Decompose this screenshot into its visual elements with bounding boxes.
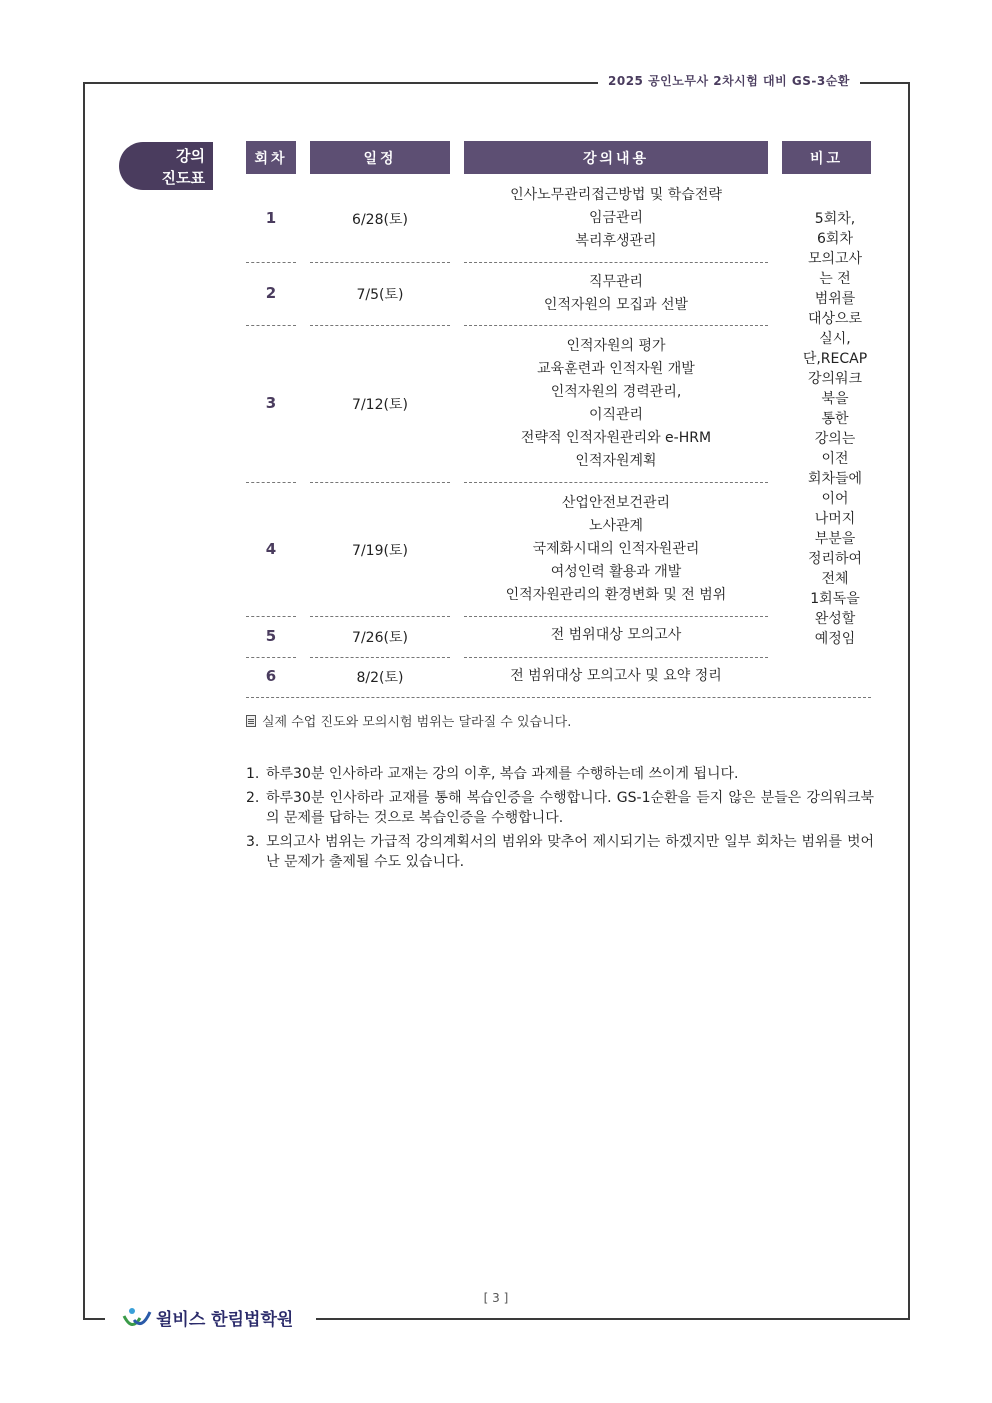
remark-line: 강의워크 — [807, 371, 863, 387]
remark-line: 통한 — [821, 411, 849, 427]
row-4-content-line: 국제화시대의 인적자원관리 — [532, 541, 700, 557]
row-4-num: 4 — [265, 540, 277, 558]
remark-line: 범위를 — [814, 291, 856, 307]
remark-line: 정리하여 — [807, 551, 863, 567]
row-4-content-line: 산업안전보건관리 — [561, 495, 671, 511]
remark-line: 대상으로 — [807, 311, 863, 327]
side-tag — [119, 142, 213, 190]
remark-line: 모의고사 — [807, 251, 863, 267]
remark-line: 회차들에 — [807, 471, 863, 487]
row-1-num: 1 — [265, 209, 277, 227]
row-divider — [310, 657, 450, 658]
side-tag-line2: 진도표 — [161, 169, 205, 187]
page-number: [ 3 ] — [483, 1291, 509, 1305]
header-content: 강의내용 — [464, 141, 768, 174]
remark-line: 전체 — [821, 571, 849, 587]
row-3-content — [464, 335, 768, 473]
row-divider — [464, 482, 768, 483]
list-item-number: 2. — [246, 790, 260, 806]
list-item — [246, 788, 874, 828]
row-2-content — [464, 271, 768, 317]
row-3-content-line: 이직관리 — [588, 407, 644, 423]
header-remark: 비고 — [782, 141, 871, 174]
row-1-date: 6/28(토) — [352, 212, 408, 228]
header-title: 2025 공인노무사 2차시험 대비 GS-3순환 — [598, 72, 860, 89]
row-2-content-line: 인적자원의 모집과 선발 — [543, 297, 689, 313]
row-1-content-line: 임금관리 — [588, 210, 644, 226]
remark-line: 이어 — [821, 491, 849, 507]
logo-text: 윌비스 한림법학원 — [156, 1310, 294, 1330]
header-schedule: 일정 — [310, 141, 450, 174]
row-3-date: 7/12(토) — [352, 397, 408, 413]
row-6-content — [464, 665, 768, 688]
row-divider — [246, 262, 296, 263]
row-divider — [246, 657, 296, 658]
remark-line: 이전 — [821, 451, 849, 467]
row-4-content-line: 여성인력 활용과 개발 — [550, 564, 682, 580]
row-3-content-line: 인적자원계획 — [575, 453, 657, 469]
remark-line: 완성할 — [814, 611, 856, 627]
remark-line: 1회독을 — [810, 591, 860, 607]
row-5-content — [464, 624, 768, 647]
row-divider — [246, 482, 296, 483]
remark-line: 나머지 — [814, 511, 856, 527]
remark-line: 6회차 — [817, 231, 853, 247]
list-item — [246, 832, 874, 872]
list-item-text: 하루30분 인사하라 교재를 통해 복습인증을 수행합니다. GS-1순환을 듣지 않은 분들은 강의워크북의 문제를 답하는 것으로 복습인증을 수행합니다. — [266, 790, 874, 826]
row-divider — [464, 325, 768, 326]
row-5-date: 7/26(토) — [352, 630, 408, 646]
list-item-number: 1. — [246, 766, 260, 782]
page-frame-left — [83, 82, 85, 1319]
row-3-content-line: 전략적 인적자원관리와 e-HRM — [520, 430, 712, 446]
page-frame-bottom — [316, 1318, 910, 1320]
row-6-date: 8/2(토) — [356, 670, 404, 686]
list-item-number: 3. — [246, 834, 260, 850]
remark-line: 실시, — [819, 331, 851, 347]
row-divider — [246, 325, 296, 326]
row-1-content — [464, 184, 768, 253]
side-tag-line1: 강의 — [176, 147, 205, 165]
row-6-content-line: 전 범위대상 모의고사 및 요약 정리 — [510, 668, 722, 684]
remark-text — [790, 209, 880, 649]
row-divider — [246, 616, 296, 617]
note — [246, 711, 571, 730]
notice-list — [246, 764, 874, 876]
row-4-content — [464, 492, 768, 607]
list-item-text: 하루30분 인사하라 교재는 강의 이후, 복습 과제를 수행하는데 쓰이게 됩니다. — [266, 766, 739, 782]
remark-line: 는 전 — [819, 271, 851, 287]
row-3-content-line: 인적자원의 평가 — [566, 338, 666, 354]
row-2-content-line: 직무관리 — [588, 274, 644, 290]
row-3-num: 3 — [265, 394, 277, 412]
row-1-content-line: 인사노무관리접근방법 및 학습전략 — [510, 187, 722, 203]
row-6-num: 6 — [265, 667, 277, 685]
row-divider — [310, 262, 450, 263]
note-text: 실제 수업 진도와 모의시험 범위는 달라질 수 있습니다. — [262, 715, 572, 730]
row-divider — [464, 262, 768, 263]
remark-line: 부분을 — [814, 531, 856, 547]
row-2-date: 7/5(토) — [356, 287, 404, 303]
header-session: 회차 — [246, 141, 296, 174]
row-4-content-line: 노사관계 — [588, 518, 644, 534]
row-3-content-line: 인적자원의 경력관리, — [550, 384, 682, 400]
remark-line: 5회차, — [814, 211, 856, 227]
remark-line: 북을 — [821, 391, 849, 407]
memo-icon — [246, 715, 256, 727]
remark-line: 예정임 — [814, 631, 856, 647]
page-frame-right — [908, 82, 910, 1319]
remark-line: 강의는 — [814, 431, 856, 447]
row-divider — [464, 616, 768, 617]
list-item-text: 모의고사 범위는 가급적 강의계획서의 범위와 맞추어 제시되기는 하겠지만 일부 회차는 범위를 벗어난 문제가 출제될 수도 있습니다. — [266, 834, 874, 870]
page-frame-bottom-left — [83, 1318, 105, 1320]
logo — [118, 1305, 297, 1330]
row-1-content-line: 복리후생관리 — [575, 233, 657, 249]
list-item — [246, 764, 874, 784]
row-3-content-line: 교육훈련과 인적자원 개발 — [537, 361, 695, 377]
row-divider — [310, 482, 450, 483]
remark-line: 단,RECAP — [802, 351, 868, 367]
row-5-num: 5 — [265, 627, 277, 645]
logo-icon — [122, 1306, 152, 1330]
row-2-num: 2 — [265, 284, 277, 302]
row-5-content-line: 전 범위대상 모의고사 — [550, 627, 682, 643]
row-divider — [464, 657, 768, 658]
row-4-date: 7/19(토) — [352, 543, 408, 559]
row-4-content-line: 인적자원관리의 환경변화 및 전 범위 — [505, 587, 727, 603]
row-divider — [310, 325, 450, 326]
row-divider — [310, 616, 450, 617]
table-bottom-divider — [246, 697, 871, 698]
